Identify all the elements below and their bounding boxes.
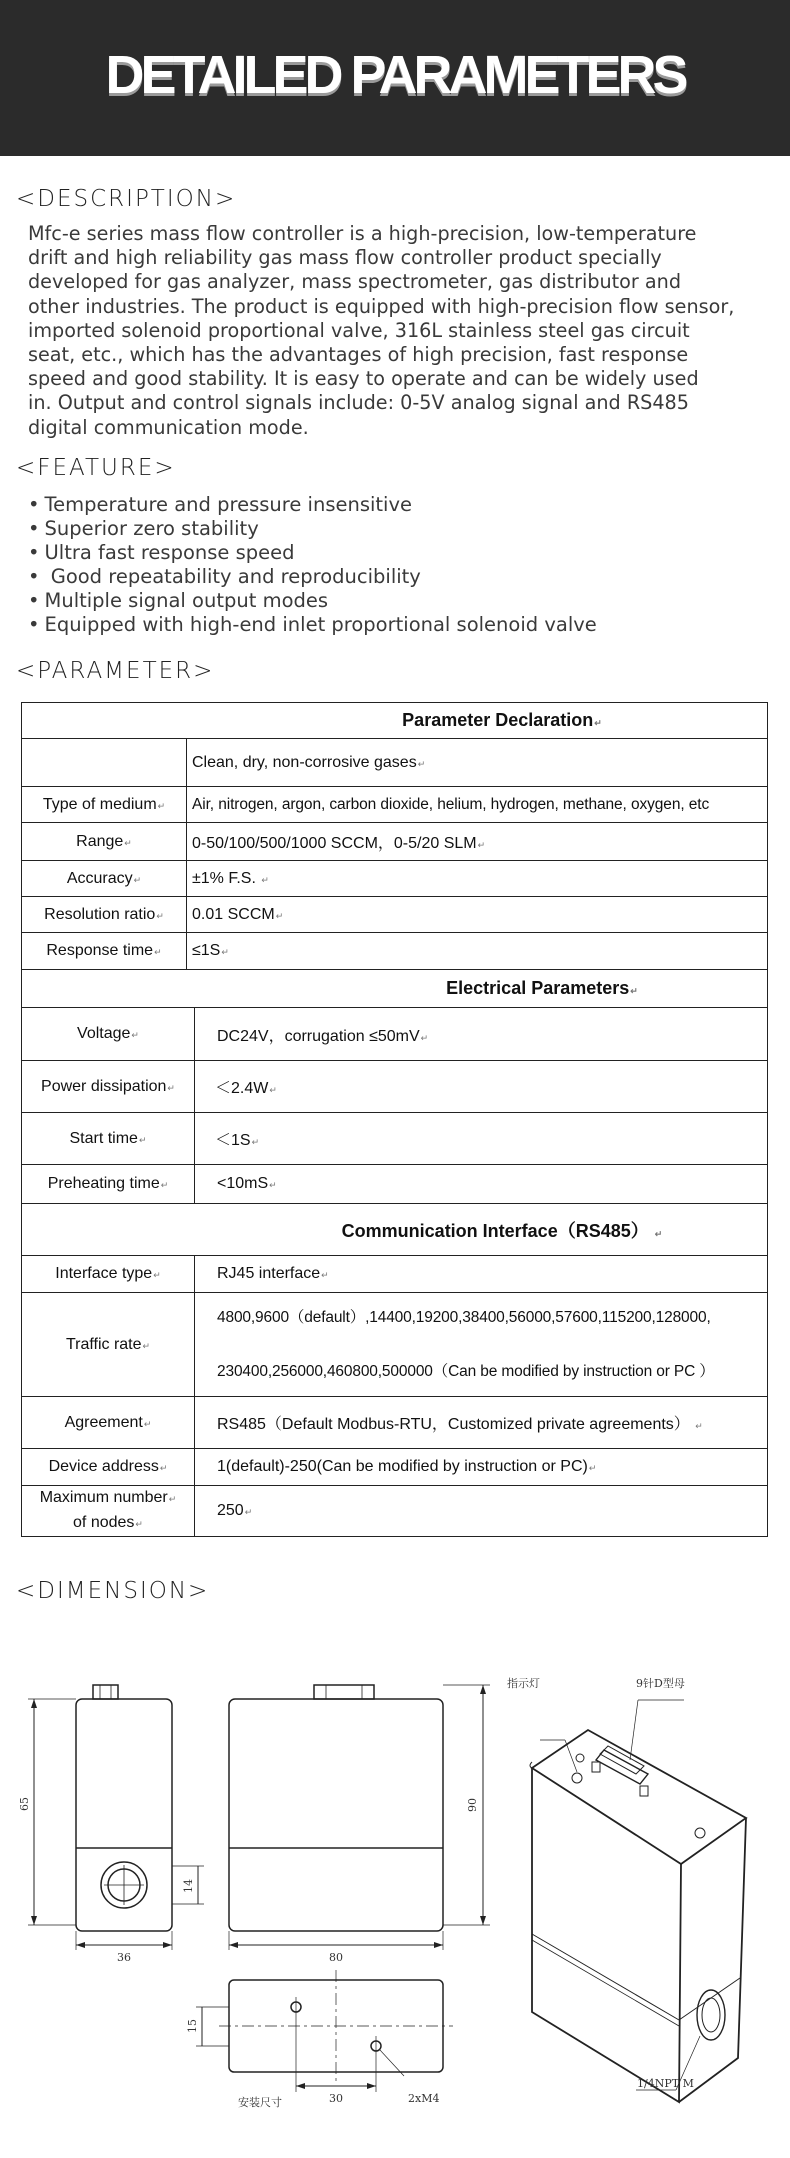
- cell-text: Device address: [48, 1458, 159, 1475]
- paragraph-mark: ↵: [154, 947, 162, 957]
- paragraph-mark: ↵: [143, 1418, 152, 1429]
- paragraph-mark: ↵: [275, 910, 284, 921]
- table-cell-label: [22, 1165, 195, 1204]
- cell-text: 0.01 SCCM: [192, 905, 275, 923]
- cell-text: Start time: [69, 1129, 138, 1147]
- cell-text: Voltage: [77, 1025, 131, 1042]
- paragraph-mark: ↵: [269, 1180, 277, 1190]
- paragraph-mark: ↵: [135, 1519, 143, 1529]
- paragraph-mark: ↵: [167, 1082, 175, 1093]
- table-cell: [195, 1165, 768, 1204]
- cell-text: RJ45 interface: [217, 1265, 321, 1282]
- paragraph-mark: ↵: [321, 1270, 329, 1280]
- feature-text: Good repeatability and reproducibility: [44, 565, 421, 588]
- table-cell-label: [22, 787, 187, 823]
- paragraph-mark: ↵: [477, 840, 486, 850]
- cell-text: Traffic rate: [65, 1335, 142, 1353]
- table-row: [22, 861, 768, 897]
- table-row: [22, 897, 768, 933]
- section-header-parameter: [22, 703, 768, 739]
- table-cell: [195, 1008, 768, 1061]
- table-cell-label: [22, 861, 187, 897]
- cell-text: Response time: [46, 942, 154, 959]
- feature-list: [28, 493, 597, 637]
- table-cell: [187, 739, 768, 787]
- parameter-table: [21, 702, 768, 1537]
- table-row: [22, 1008, 768, 1061]
- header-text: Parameter Declaration: [402, 710, 594, 730]
- table-cell-label: [22, 1293, 195, 1397]
- table-cell: [195, 1397, 768, 1449]
- feature-item: [28, 613, 597, 637]
- dimension-drawings: [0, 1620, 790, 2150]
- header-text: Electrical Parameters: [446, 978, 630, 998]
- feature-text: Multiple signal output modes: [44, 589, 329, 612]
- table-cell: [195, 1449, 768, 1486]
- table-cell-label: [22, 933, 187, 970]
- paragraph-mark: ↵: [156, 910, 164, 921]
- paragraph-mark: ↵: [159, 1463, 168, 1473]
- front-view-drawing: [229, 1685, 490, 1950]
- table-cell: [187, 897, 768, 933]
- table-cell-label: [22, 1449, 195, 1486]
- feature-item: [28, 541, 597, 565]
- cell-text: Power dissipation: [41, 1077, 167, 1095]
- cell-text: RS485（Default Modbus-RTU，Customized private agreements）: [217, 1416, 690, 1433]
- cell-text: Type of medium: [42, 795, 157, 813]
- table-row: [22, 1449, 768, 1486]
- cell-text: ＜2.4W: [215, 1080, 269, 1097]
- paragraph-mark: ↵: [131, 1030, 139, 1040]
- section-header-electrical: [22, 970, 768, 1008]
- paragraph-mark: ↵: [588, 1463, 597, 1473]
- table-cell-label: [22, 1008, 195, 1061]
- table-cell: [187, 933, 768, 970]
- paragraph-mark: ↵: [654, 1228, 663, 1239]
- table-row: [22, 970, 768, 1008]
- paragraph-mark: ↵: [417, 758, 426, 769]
- description-line: digital communication mode.: [28, 415, 309, 439]
- paragraph-mark: ↵: [261, 874, 269, 885]
- cell-text: 230400,256000,460800,500000（Can be modified by instruction or PC ）: [217, 1363, 715, 1380]
- dim-label-14: 14: [182, 1879, 195, 1893]
- table-row: [22, 1204, 768, 1256]
- dim-label-connector: 9针D型母: [636, 1677, 685, 1690]
- cell-text: ±1% F.S.: [192, 869, 256, 887]
- page-header: [0, 0, 790, 156]
- table-row: [22, 1256, 768, 1293]
- description-line: drift and high reliability gas mass flow controller product specially: [28, 246, 662, 270]
- table-row: [22, 703, 768, 739]
- dim-label-90: 90: [466, 1798, 479, 1812]
- cell-text: 250: [217, 1502, 244, 1519]
- dimension-heading: <DIMENSION>: [16, 1578, 210, 1604]
- table-cell-empty: [22, 739, 187, 787]
- description-line: developed for gas analyzer, mass spectrometer, gas distributor and: [28, 270, 682, 294]
- paragraph-mark: ↵: [142, 1340, 151, 1351]
- page-title: DETAILED PARAMETERS: [105, 45, 685, 105]
- cell-text: ＜1S: [215, 1132, 251, 1149]
- dim-label-65: 65: [18, 1797, 31, 1811]
- dim-label-15: 15: [186, 2019, 199, 2033]
- table-cell: [195, 1113, 768, 1165]
- paragraph-mark: ↵: [168, 1494, 177, 1504]
- dim-label-mount: 安装尺寸: [238, 2096, 282, 2109]
- table-cell-label: [22, 823, 187, 861]
- cell-text: DC24V，corrugation ≤50mV: [217, 1027, 420, 1045]
- feature-text: Ultra fast response speed: [44, 541, 295, 564]
- cell-text: Interface type: [55, 1265, 153, 1282]
- table-row: [22, 933, 768, 970]
- feature-item: [28, 589, 597, 613]
- table-cell-label: [22, 1486, 195, 1537]
- description-line: other industries. The product is equipped with high-precision flow sensor,: [28, 294, 735, 318]
- table-cell-label: [22, 1061, 195, 1113]
- description-text: [28, 222, 783, 440]
- table-cell: [187, 823, 768, 861]
- cell-text: Resolution ratio: [44, 905, 156, 923]
- cell-text: Range: [76, 832, 124, 850]
- paragraph-mark: ↵: [244, 1507, 253, 1517]
- paragraph-mark: ↵: [157, 800, 166, 811]
- dim-label-80: 80: [329, 1951, 343, 1964]
- table-row: [22, 1486, 768, 1537]
- table-row: [22, 1397, 768, 1449]
- paragraph-mark: ↵: [133, 874, 142, 885]
- paragraph-mark: ↵: [221, 947, 229, 957]
- cell-text: Preheating time: [47, 1175, 160, 1192]
- dim-label-indicator: 指示灯: [507, 1677, 540, 1690]
- table-cell-label: [22, 897, 187, 933]
- header-text: Communication Interface（RS485）: [341, 1220, 649, 1241]
- feature-text: Temperature and pressure insensitive: [44, 493, 413, 516]
- cell-text: 4800,9600（default）,14400,19200,38400,56000,57600,115200,128000,: [217, 1309, 711, 1326]
- description-line: Mfc-e series mass flow controller is a high-precision, low-temperature: [28, 222, 697, 245]
- description-line: in. Output and control signals include: 0-5V analog signal and RS485: [28, 391, 689, 415]
- table-row: [22, 823, 768, 861]
- description-line: seat, etc., which has the advantages of high precision, fast response: [28, 343, 689, 367]
- feature-item: [28, 517, 597, 541]
- table-row: [22, 739, 768, 787]
- table-cell: [195, 1486, 768, 1537]
- cell-text: Agreement: [64, 1413, 143, 1431]
- cell-text: Clean, dry, non-corrosive gases: [192, 753, 417, 771]
- table-row: [22, 1113, 768, 1165]
- parameter-heading: <PARAMETER>: [16, 658, 215, 684]
- paragraph-mark: ↵: [594, 718, 602, 728]
- paragraph-mark: ↵: [251, 1137, 260, 1147]
- cell-text: 0-50/100/500/1000 SCCM，0-5/20 SLM: [192, 835, 477, 852]
- feature-item: [28, 565, 597, 589]
- cell-text: Maximum number: [39, 1489, 168, 1506]
- cell-text: 1(default)-250(Can be modified by instruction or PC): [217, 1458, 588, 1475]
- section-header-communication: [22, 1204, 768, 1256]
- table-cell-label: [22, 1113, 195, 1165]
- paragraph-mark: ↵: [420, 1032, 429, 1043]
- dim-label-port: 1/4NPT M: [637, 2077, 694, 2090]
- cell-text: ≤1S: [192, 942, 221, 959]
- feature-heading: <FEATURE>: [16, 455, 176, 481]
- feature-text: Superior zero stability: [44, 517, 259, 540]
- description-line: speed and good stability. It is easy to operate and can be widely used: [28, 367, 699, 391]
- table-cell: [195, 1061, 768, 1113]
- description-heading: <DESCRIPTION>: [16, 186, 237, 212]
- cell-text: Accuracy: [66, 869, 133, 887]
- feature-item: [28, 493, 597, 517]
- table-row: [22, 1293, 768, 1397]
- feature-text: Equipped with high-end inlet proportional solenoid valve: [44, 613, 597, 636]
- dim-label-hole: 2xM4: [408, 2092, 440, 2105]
- table-cell: [195, 1256, 768, 1293]
- cell-text: of nodes: [73, 1514, 135, 1531]
- table-cell: [195, 1293, 768, 1397]
- table-cell-label: [22, 1256, 195, 1293]
- cell-text: <10mS: [217, 1175, 269, 1192]
- cell-text: Air, nitrogen, argon, carbon dioxide, helium, hydrogen, methane, oxygen, etc: [192, 795, 710, 813]
- description-line: imported solenoid proportional valve, 316L stainless steel gas circuit: [28, 318, 690, 342]
- dim-label-36: 36: [117, 1951, 131, 1964]
- paragraph-mark: ↵: [138, 1134, 147, 1145]
- paragraph-mark: ↵: [153, 1270, 161, 1280]
- table-row: [22, 787, 768, 823]
- paragraph-mark: ↵: [160, 1180, 169, 1190]
- isometric-view-drawing: [530, 1700, 746, 2102]
- table-cell: [187, 861, 768, 897]
- table-cell-label: [22, 1397, 195, 1449]
- dimension-drawing-svg: [0, 1620, 790, 2150]
- paragraph-mark: ↵: [269, 1085, 277, 1095]
- paragraph-mark: ↵: [124, 837, 132, 848]
- table-row: [22, 1061, 768, 1113]
- paragraph-mark: ↵: [630, 986, 638, 996]
- table-cell: [187, 787, 768, 823]
- side-view-drawing: [28, 1685, 204, 1950]
- paragraph-mark: ↵: [695, 1421, 703, 1431]
- bottom-view-drawing: [196, 1970, 453, 2092]
- dim-label-30: 30: [329, 2092, 343, 2105]
- table-row: [22, 1165, 768, 1204]
